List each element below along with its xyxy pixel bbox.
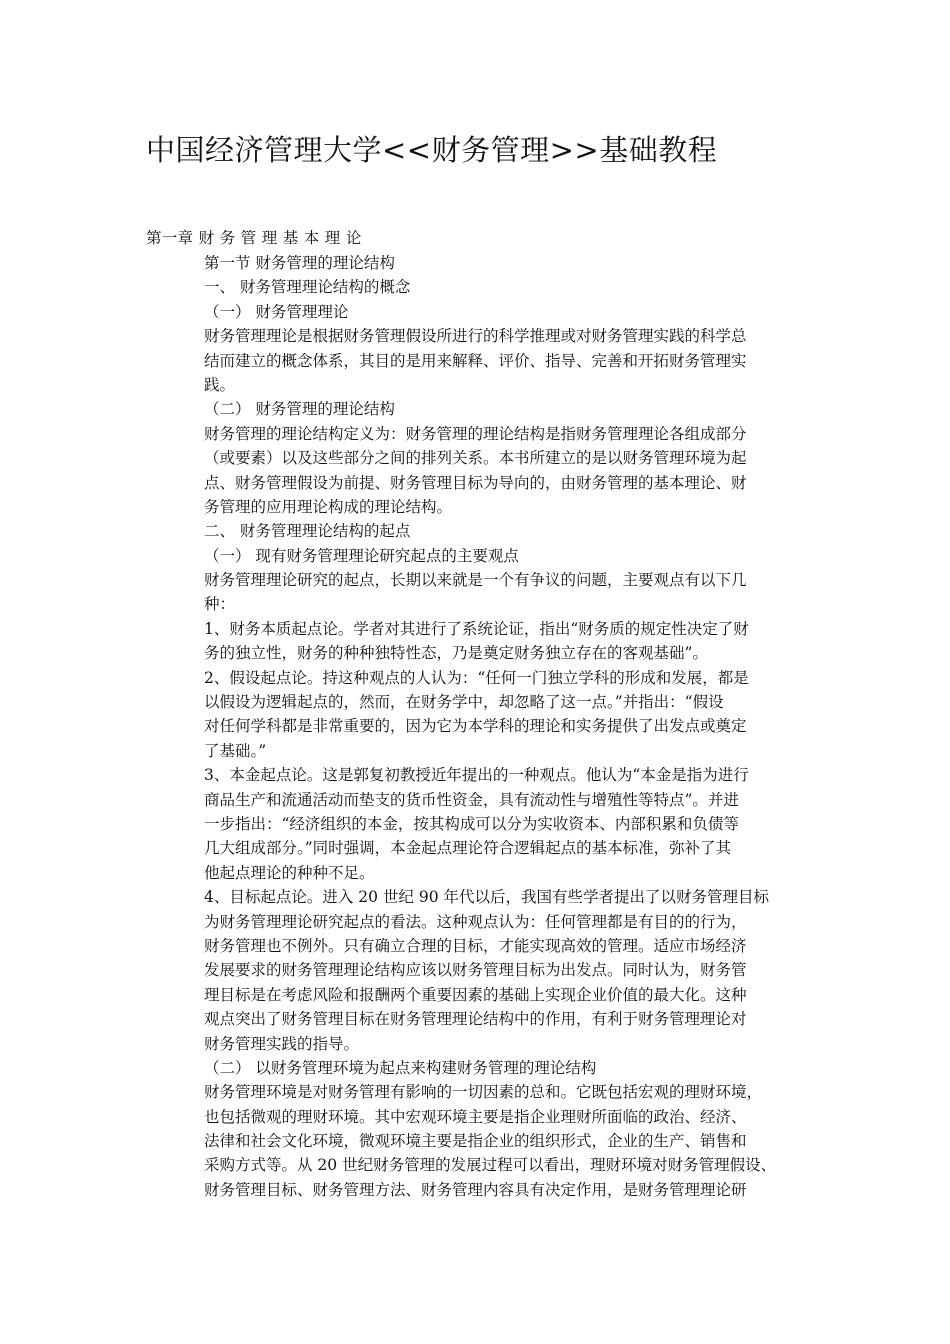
text-line: 商品生产和流通活动而垫支的货币性资金，具有流动性与增殖性等特点”。并进 <box>204 790 739 809</box>
text-line: 结而建立的概念体系，其目的是用来解释、评价、指导、完善和开拓财务管理实 <box>204 351 747 370</box>
text-line: 发展要求的财务管理理论结构应该以财务管理目标为出发点。同时认为，财务管 <box>204 961 747 980</box>
text-line: 理目标是在考虑风险和报酬两个重要因素的基础上实现企业价值的最大化。这种 <box>204 985 747 1004</box>
text-line: 财务管理实践的指导。 <box>204 1034 360 1053</box>
text-line: 财务管理理论研究的起点，长期以来就是一个有争议的问题，主要观点有以下几 <box>204 571 747 590</box>
text-line: 为财务管理理论研究起点的看法。这种观点认为：任何管理都是有目的的行为， <box>204 912 747 931</box>
text-line: 财务管理目标、财务管理方法、财务管理内容具有决定作用，是财务管理理论研 <box>204 1180 747 1199</box>
text-line: 他起点理论的种种不足。 <box>204 863 375 882</box>
text-line: 种： <box>204 595 236 614</box>
text-line: 点、财务管理假设为前提、财务管理目标为导向的，由财务管理的基本理论、财 <box>204 473 747 492</box>
text-line: 几大组成部分。”同时强调，本金起点理论符合逻辑起点的基本标准，弥补了其 <box>204 839 732 858</box>
text-line: 一步指出：“经济组织的本金，按其构成可以分为实收资本、内部积累和负债等 <box>204 814 739 833</box>
text-line: 以假设为逻辑起点的，然而，在财务学中，却忽略了这一点。”并指出：“假设 <box>204 693 724 712</box>
text-line: 务的独立性，财务的种种独特性态，乃是奠定财务独立存在的客观基础”。 <box>204 644 708 663</box>
text-line: （二） 以财务管理环境为起点来构建财务管理的理论结构 <box>204 1058 597 1077</box>
text-line: 第一节 财务管理的理论结构 <box>204 254 395 272</box>
text-line: 2、假设起点论。持这种观点的人认为：“任何一门独立学科的形成和发展，都是 <box>204 668 749 687</box>
text-line: 务管理的应用理论构成的理论结构。 <box>204 497 453 516</box>
document-body <box>204 251 816 1202</box>
text-line: 二、 财务管理理论结构的起点 <box>204 522 411 541</box>
text-line: 了基础。” <box>204 741 267 760</box>
text-line: 观点突出了财务管理目标在财务管理理论结构中的作用，有利于财务管理理论对 <box>204 1010 747 1029</box>
text-line: 践。 <box>204 375 236 394</box>
text-line: 财务管理理论是根据财务管理假设所进行的科学推理或对财务管理实践的科学总 <box>204 327 747 346</box>
text-line: 财务管理的理论结构定义为：财务管理的理论结构是指财务管理理论各组成部分 <box>204 424 747 443</box>
text-line: 3、本金起点论。这是郭复初教授近年提出的一种观点。他认为“本金是指为进行 <box>204 766 749 785</box>
text-line: 也包括微观的理财环境。其中宏观环境主要是指企业理财所面临的政治、经济、 <box>204 1107 747 1126</box>
document-title: 中国经济管理大学<<财务管理>>基础教程 <box>146 133 718 167</box>
text-line: （或要素）以及这些部分之间的排列关系。本书所建立的是以财务管理环境为起 <box>204 449 747 468</box>
text-line: 采购方式等。从 20 世纪财务管理的发展过程可以看出，理财环境对财务管理假设、 <box>204 1156 777 1175</box>
text-line: 1、财务本质起点论。学者对其进行了系统论证，指出“财务质的规定性决定了财 <box>204 619 749 638</box>
text-line: 财务管理也不例外。只有确立合理的目标，才能实现高效的管理。适应市场经济 <box>204 936 747 955</box>
chapter-heading: 第一章 财 务 管 理 基 本 理 论 <box>146 229 362 247</box>
text-line: 法律和社会文化环境，微观环境主要是指企业的组织形式，企业的生产、销售和 <box>204 1132 747 1151</box>
text-line: （一） 财务管理理论 <box>204 302 349 321</box>
text-line: 一、 财务管理理论结构的概念 <box>204 278 411 297</box>
text-line: 4、目标起点论。进入 20 世纪 90 年代以后，我国有些学者提出了以财务管理目标 <box>204 888 770 907</box>
text-line: 财务管理环境是对财务管理有影响的一切因素的总和。它既包括宏观的理财环境， <box>204 1083 763 1102</box>
text-line: （一） 现有财务管理理论研究起点的主要观点 <box>204 546 519 565</box>
text-line: （二） 财务管理的理论结构 <box>204 400 395 419</box>
text-line: 对任何学科都是非常重要的，因为它为本学科的理论和实务提供了出发点或奠定 <box>204 717 747 736</box>
